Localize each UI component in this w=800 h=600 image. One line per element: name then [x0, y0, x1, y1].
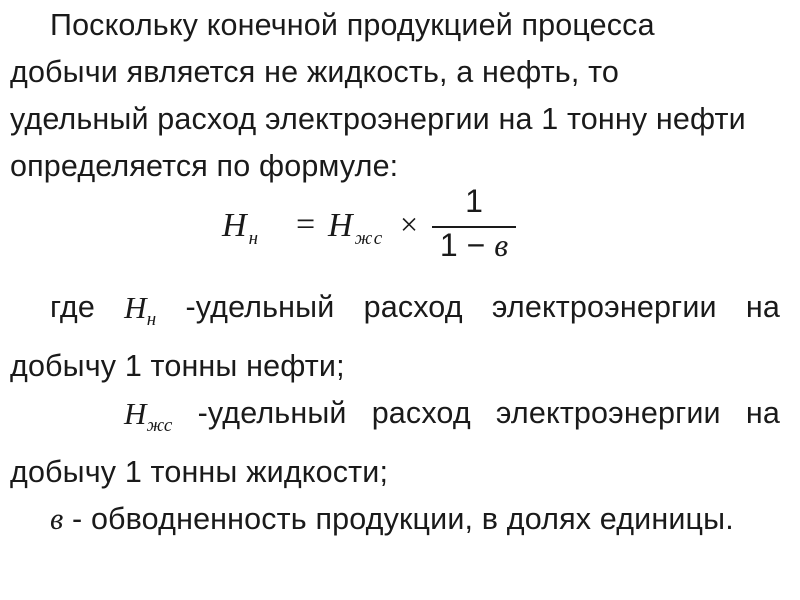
def-word-for: на: [745, 290, 780, 324]
formula-lhs: $Н_н$: [222, 207, 260, 249]
formula-rhs-subscript: жс: [354, 228, 385, 249]
def-word-consumption-2: расход: [371, 396, 471, 430]
fraction-numerator: 1: [465, 183, 483, 219]
def-water-cut-text: - обводненность продукции, в долях единицы.: [63, 502, 734, 536]
def-word-electricity-2: электроэнергии: [495, 396, 721, 430]
formula-lhs-subscript: н: [248, 228, 260, 249]
formula-times-sign: ×: [400, 206, 419, 242]
intro-line-1: Поскольку конечной продукцией процесса: [50, 8, 655, 42]
def-word-for-2: на: [745, 396, 780, 430]
denominator-variable: в: [494, 227, 509, 263]
intro-line-3: удельный расход электроэнергии на 1 тонну нефти: [10, 102, 746, 136]
definitions-paragraph: [10, 284, 780, 543]
intro-line-2: добычи является не жидкость, а нефть, то: [10, 55, 619, 89]
def-word-specific-2: -удельный: [197, 396, 347, 430]
intro-line-4: определяется по формуле:: [10, 149, 399, 183]
intro-paragraph: [10, 2, 780, 190]
definition-line-3: [10, 390, 780, 449]
definition-line-5: [10, 496, 780, 543]
definition-line-4: добычу 1 тонны жидкости;: [10, 455, 389, 489]
def-word-where: где: [50, 290, 95, 324]
formula-fraction: [432, 183, 516, 269]
energy-formula: [222, 183, 542, 273]
def-word-electricity: электроэнергии: [491, 290, 717, 324]
def-word-consumption: расход: [363, 290, 463, 324]
def-word-specific: -удельный: [185, 290, 335, 324]
def-symbol-hzh: $Н_{жс}$: [124, 396, 173, 436]
def-variable-b: в: [50, 502, 64, 536]
definition-line-1: [10, 284, 780, 343]
definition-line-2: добычу 1 тонны нефти;: [10, 349, 345, 383]
def-symbol-hn: $Н_н$: [124, 290, 157, 330]
formula-equals: =: [296, 206, 316, 243]
formula-rhs: $Н_{жс}$: [328, 207, 385, 249]
fraction-denominator: 1 − в: [439, 227, 509, 263]
